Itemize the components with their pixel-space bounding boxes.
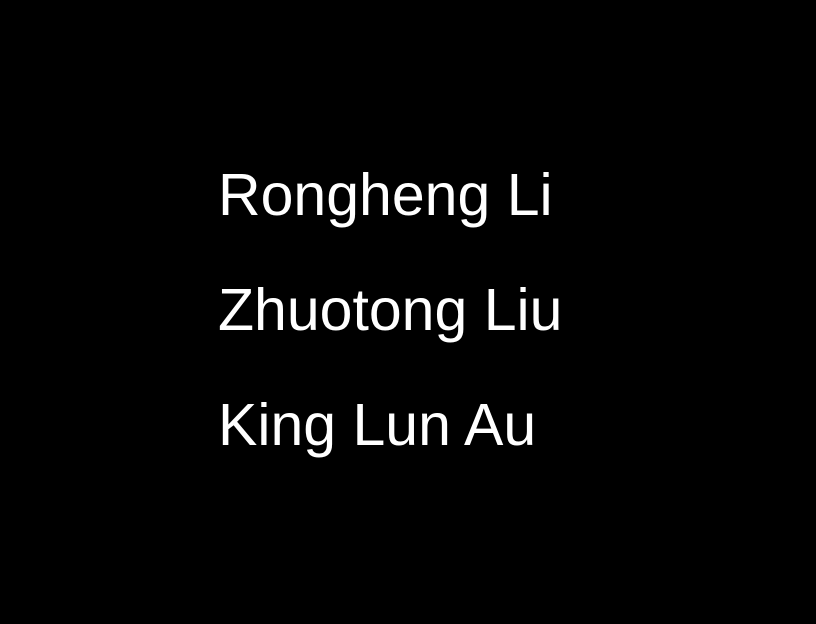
- author-name-2: Zhuotong Liu: [218, 277, 563, 343]
- author-name-3: King Lun Au: [218, 392, 537, 458]
- author-name-1: Rongheng Li: [218, 162, 553, 228]
- author-list: [218, 162, 563, 458]
